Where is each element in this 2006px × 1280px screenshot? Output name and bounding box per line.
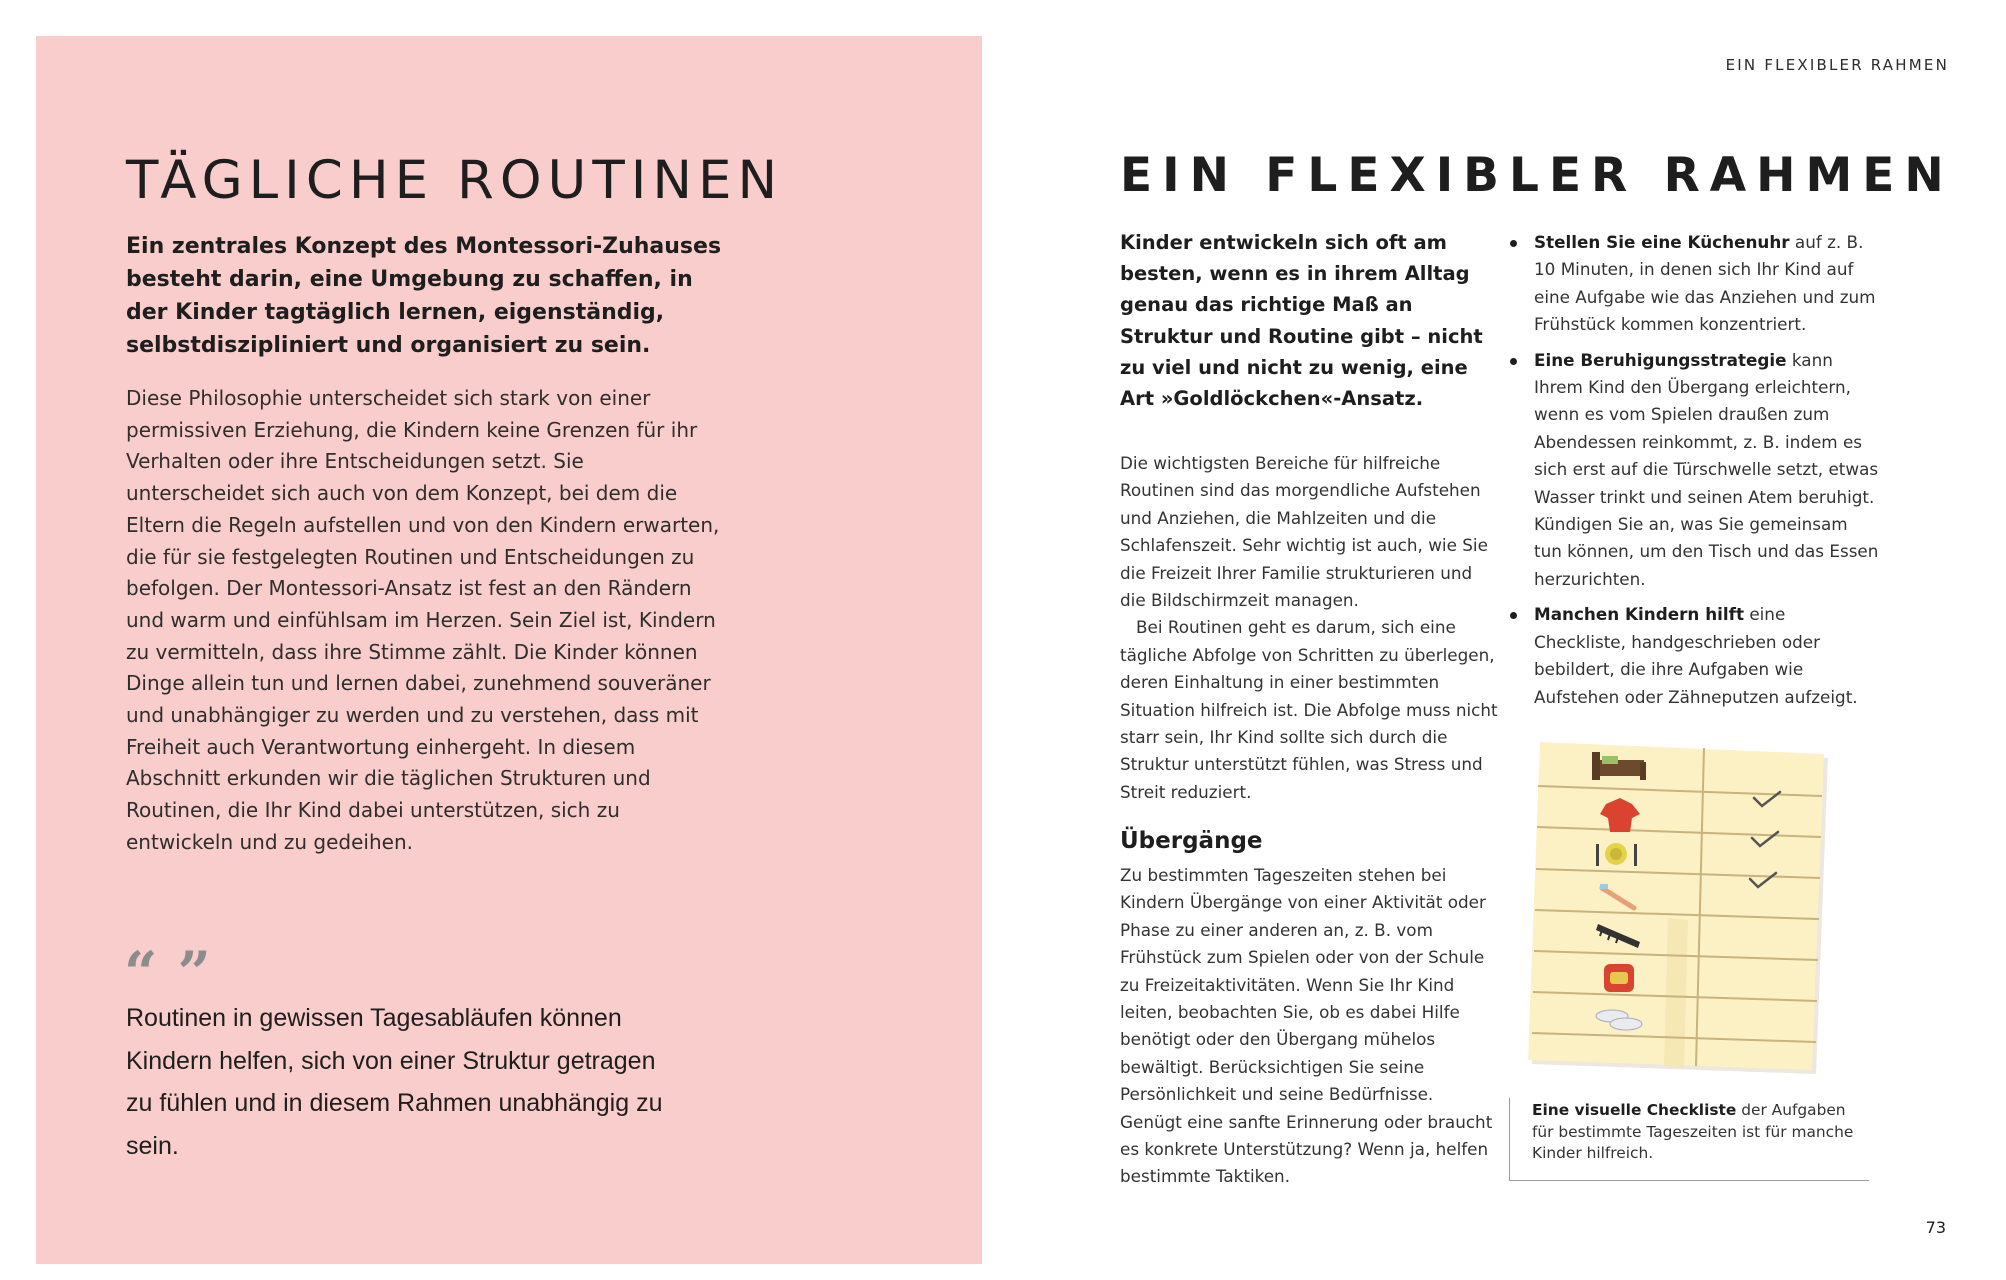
section-body-paragraph: Zu bestimmten Tageszeiten stehen bei Kindern Übergänge von einer Aktivität oder Phase zu einer anderen an, z. B. vom Frühstück zum Spielen oder von der Schule zu Freizeitaktivitäten. Wenn Sie Ihr Kind leiten, beobachten Sie, ob es dabei Hilfe benötigt oder den Übergang mühelos bewältigt. Berücksichtigen Sie seine Persönlichkeit und seine Bedürfnisse. Genügt eine sanfte Erinnerung oder braucht es konkrete Unterstützung? Wenn ja, helfen bestimmte Taktiken. <box>1120 865 1493 1187</box>
caption-rule-horizontal <box>1509 1180 1869 1181</box>
list-item: Stellen Sie eine Küchenuhr auf z. B. 10 Minuten, in denen sich Ihr Kind auf eine Aufgabe wie das Anziehen und zum Frühstück kommen konzentriert. <box>1510 229 1880 339</box>
section-heading: Übergänge <box>1120 828 1263 854</box>
backpack-icon <box>1604 964 1634 992</box>
left-page-title: TÄGLICHE ROUTINEN <box>126 150 784 211</box>
right-body-text <box>1120 450 1500 806</box>
caption-rule-vertical <box>1509 1098 1510 1180</box>
list-item: Eine Beruhigungsstrategie kann Ihrem Kind den Übergang erleichtern, wenn es vom Spielen draußen zum Abendessen reinkommt, z. B. indem es sich erst auf die Türschwelle setzt, etwas Wasser trinkt und seinen Atem beruhigt. Kündigen Sie an, was Sie gemeinsam tun können, um den Tisch und das Essen herzurichten. <box>1510 347 1880 594</box>
running-head: EIN FLEXIBLER RAHMEN <box>1725 56 1949 74</box>
bullet-icon <box>1510 240 1517 247</box>
bullet-icon <box>1510 358 1517 365</box>
right-page-title: EIN FLEXIBLER RAHMEN <box>1120 148 1954 203</box>
tips-list <box>1510 229 1880 719</box>
page-number: 73 <box>1925 1218 1946 1237</box>
illustration-caption: Eine visuelle Checkliste der Aufgaben für bestimmte Tageszeiten ist für manche Kinder hilfreich. <box>1532 1101 1854 1162</box>
left-lead-paragraph: Ein zentrales Konzept des Montessori-Zuhauses besteht darin, eine Umgebung zu schaffen, in der Kinder tagtäglich lernen, eigenständig, selbstdiszipliniert und organisiert zu sein. <box>126 234 722 358</box>
right-lead-paragraph: Kinder entwickeln sich oft am besten, wenn es in ihrem Alltag genau das richtige Maß an Struktur und Routine gibt – nicht zu viel und nicht zu wenig, eine Art »Goldlöckchen«-Ansatz. <box>1120 231 1483 411</box>
body-paragraph: Bei Routinen geht es darum, sich eine tägliche Abfolge von Schritten zu überlegen, deren Einhaltung in einer bestimmten Situation hilfreich ist. Die Abfolge muss nicht starr sein, Ihr Kind sollte sich durch die Struktur unterstützt fühlen, was Stress und Streit reduziert. <box>1120 617 1498 802</box>
checklist-illustration <box>1528 738 1848 1088</box>
body-paragraph: Die wichtigsten Bereiche für hilfreiche Routinen sind das morgendliche Aufstehen und Anziehen, die Mahlzeiten und die Schlafenszeit. Sehr wichtig ist auch, wie Sie die Freizeit Ihrer Familie strukturieren und die Bildschirmzeit managen. <box>1120 453 1488 611</box>
pull-quote: Routinen in gewissen Tagesabläufen können Kindern helfen, sich von einer Struktur getragen zu fühlen und in diesem Rahmen unabhängig zu sein. <box>126 1004 663 1160</box>
list-item: Manchen Kindern hilft eine Checkliste, handgeschrieben oder bebildert, die ihre Aufgaben wie Aufstehen oder Zähneputzen aufzeigt. <box>1510 601 1880 711</box>
bullet-icon <box>1510 612 1517 619</box>
left-body-paragraph: Diese Philosophie unterscheidet sich stark von einer permissiven Erziehung, die Kindern keine Grenzen für ihr Verhalten oder ihre Entscheidungen setzt. Sie unterscheidet sich auch von dem Konzept, bei dem die Eltern die Regeln aufstellen und von den Kindern erwarten, die für sie festgelegten Routinen und Entscheidungen zu befolgen. Der Montessori-Ansatz ist fest an den Rändern und warm und einfühlsam im Herzen. Sein Ziel ist, Kindern zu vermitteln, dass ihre Stimme zählt. Die Kinder können Dinge allein tun und lernen dabei, zunehmend souveräner und unabhängiger zu werden und zu verstehen, dass mit Freiheit auch Verantwortung einhergeht. In diesem Abschnitt erkunden wir die täglichen Strukturen und Routinen, die Ihr Kind dabei unterstützen, sich zu entwickeln und zu gedeihen. <box>126 386 720 854</box>
svg-text:“ ”: “ ” <box>124 945 211 995</box>
quote-marks-icon <box>124 945 244 995</box>
